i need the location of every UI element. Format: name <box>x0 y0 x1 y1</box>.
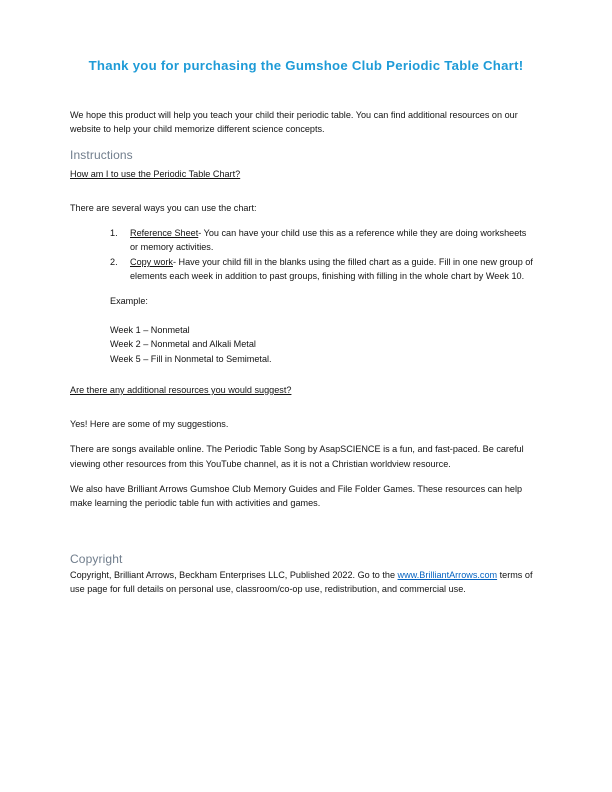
list-item <box>70 226 536 255</box>
section-spacer <box>70 366 536 380</box>
resources-paragraph-1: There are songs available online. The Periodic Table Song by AsapSCIENCE is a fun, and fast-paced. Be careful viewing other resources from this YouTube channel, as it is not a Christian worldview resource. <box>70 444 524 469</box>
copyright-paragraph <box>70 568 536 597</box>
document-body <box>70 108 536 596</box>
resources-answer: Yes! Here are some of my suggestions. <box>70 419 229 430</box>
copyright-text-after-link: terms of use page for full details on personal use, classroom/co-op use, redistribution, and commercial use. <box>70 569 533 594</box>
example-label: Example: <box>110 296 148 307</box>
copyright-heading: Copyright <box>70 551 123 566</box>
example-week-list <box>110 311 536 366</box>
brilliant-arrows-link[interactable]: www.BrilliantArrows.com <box>397 569 498 580</box>
page-title: Thank you for purchasing the Gumshoe Club Periodic Table Chart! <box>88 58 524 73</box>
instructions-question: How am I to use the Periodic Table Chart? <box>70 168 241 179</box>
step-text: - Have your child fill in the blanks using the filled chart as a guide. Fill in one new group of elements each week in addition to past groups, finishing with filling in the whole chart by Week 10. <box>130 256 533 282</box>
resources-question: Are there any additional resources you would suggest? <box>70 384 292 395</box>
instructions-question-wrap <box>70 164 536 191</box>
copyright-text-before-link: Copyright, Brilliant Arrows, Beckham Enterprises LLC, Published 2022. Go to the <box>70 569 398 580</box>
instructions-lead-in: There are several ways you can use the chart: <box>70 202 257 213</box>
step-lead-term: Reference Sheet <box>130 228 199 239</box>
example-week-line: Week 2 – Nonmetal and Alkali Metal <box>110 339 256 350</box>
step-lead-term: Copy work <box>130 256 173 267</box>
instructions-heading: Instructions <box>70 147 133 162</box>
resources-question-wrap <box>70 380 536 407</box>
instructions-step-list <box>70 226 536 283</box>
example-week-line: Week 5 – Fill in Nonmetal to Semimetal. <box>110 353 272 364</box>
intro-paragraph: We hope this product will help you teach your child their periodic table. You can find additional resources on our website to help your child memorize different science concepts. <box>70 110 518 135</box>
resources-paragraph-2: We also have Brilliant Arrows Gumshoe Club Memory Guides and File Folder Games. These resources can help make learning the periodic table fun with activities and games. <box>70 484 523 509</box>
copyright-spacer <box>70 522 536 544</box>
example-week-line: Week 1 – Nonmetal <box>110 324 190 335</box>
step-text: - You can have your child use this as a reference while they are doing worksheets or memory activities. <box>130 228 527 253</box>
example-block <box>70 294 536 365</box>
list-item <box>70 255 536 284</box>
